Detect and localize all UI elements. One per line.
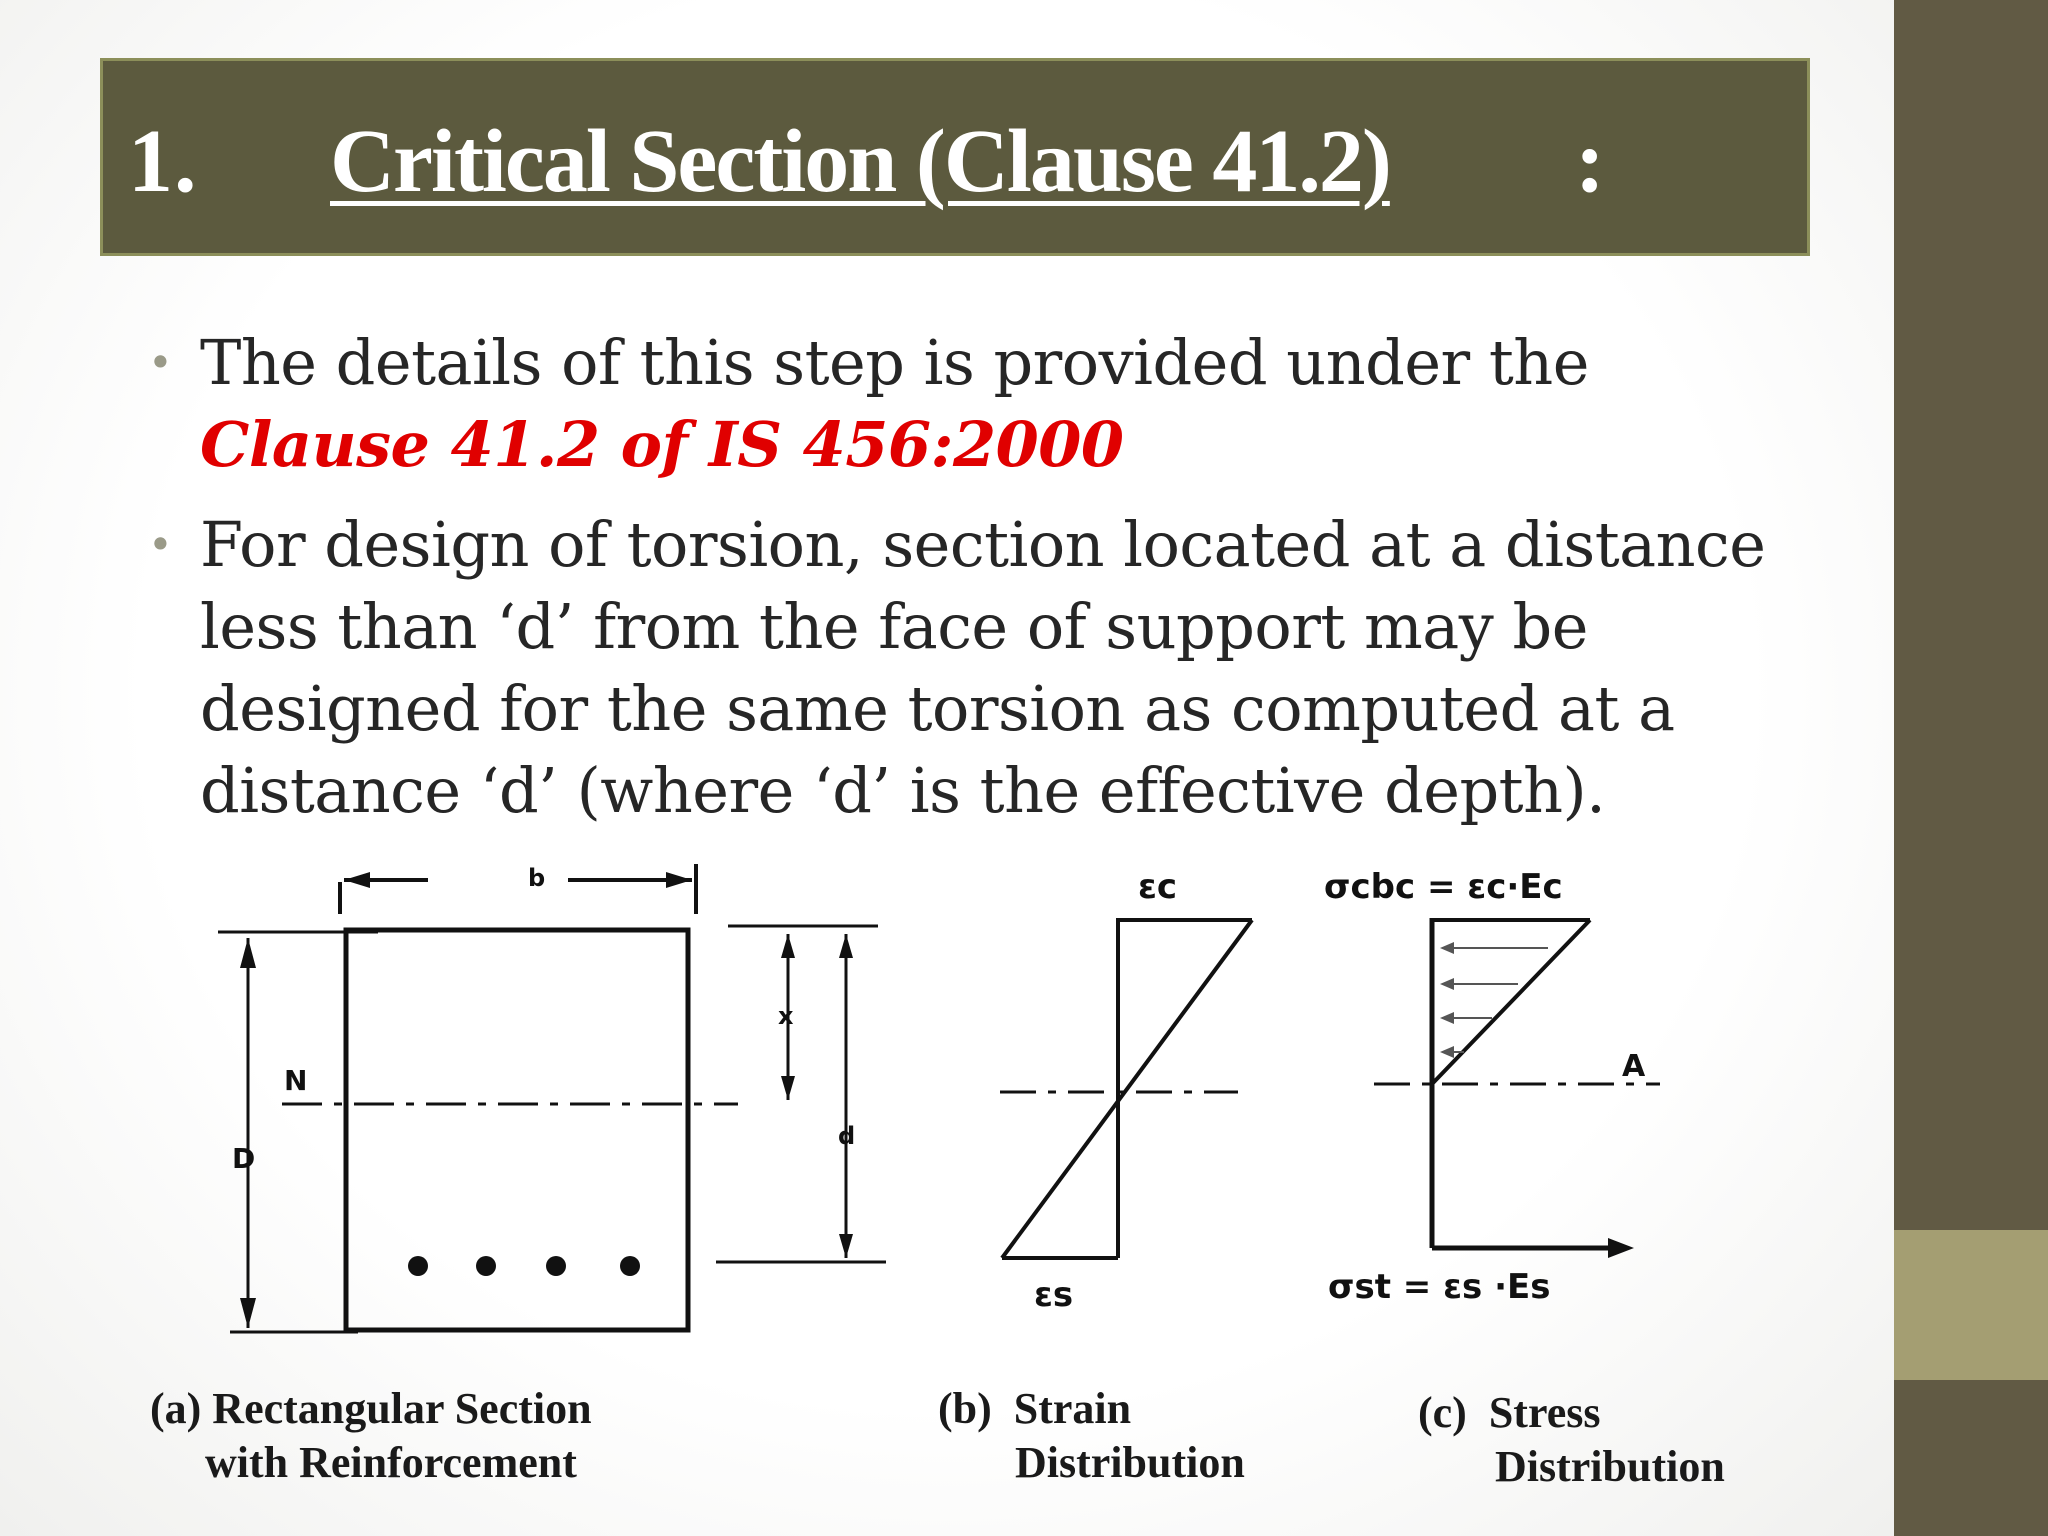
- bullet-marker: •: [148, 338, 173, 387]
- label-strain-bottom: εs: [1034, 1275, 1074, 1315]
- clause-reference: Clause 41.2 of IS 456:2000: [200, 408, 1124, 481]
- bullet-1: [200, 322, 1800, 486]
- title-number: 1.: [128, 112, 198, 211]
- label-stress-bottom: σst = εs ·Es: [1328, 1267, 1551, 1307]
- caption-b: (b) Strain Distribution: [938, 1384, 1245, 1487]
- label-x: x: [778, 1002, 794, 1030]
- label-d: d: [838, 1122, 856, 1150]
- label-D: D: [232, 1142, 256, 1175]
- bullet-2: [200, 504, 1800, 832]
- label-N: N: [284, 1064, 308, 1097]
- label-strain-top: εc: [1138, 867, 1178, 907]
- side-accent: [1894, 1230, 2048, 1380]
- bullet-1-text: The details of this step is provided under the: [200, 326, 1589, 399]
- page-title: Critical Section (Clause 41.2): [330, 112, 1390, 211]
- bullet-marker: •: [148, 520, 173, 569]
- label-b: b: [528, 864, 546, 892]
- label-stress-top: σcbc = εc·Ec: [1324, 867, 1563, 907]
- title-colon: :: [1575, 112, 1605, 211]
- bullet-2-text: For design of torsion, section located at a distance less than ‘d’ from the face of support may be designed for the same torsion as computed at a distance ‘d’ (where ‘d’ is the effective depth).: [200, 508, 1766, 827]
- caption-c: (c) Stress Distribution: [1418, 1388, 1725, 1491]
- label-A: A: [1622, 1049, 1646, 1084]
- caption-a: (a) Rectangular Section with Reinforcement: [150, 1384, 592, 1487]
